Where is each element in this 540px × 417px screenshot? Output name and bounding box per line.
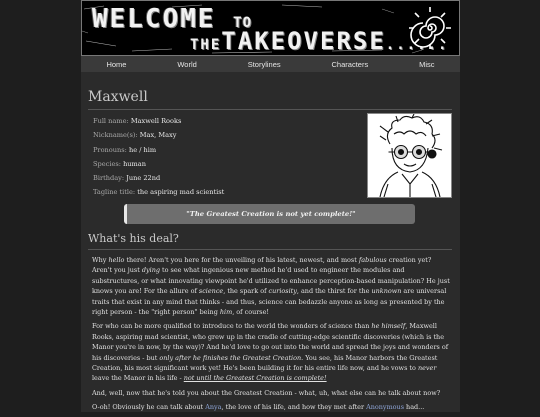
section-title: What's his deal? [88, 232, 179, 245]
text: , of course! [232, 308, 269, 317]
info-label: Full name: [93, 117, 129, 125]
nav-misc[interactable]: Misc [419, 59, 435, 69]
text: creation yet? Aren't you just [92, 256, 432, 275]
text: to see what ingenious new method he'd used to engineer the modules and substructures, or what innovating viewpoint he'd utilized to enhance perception-based manipulation? He just knows you are! For the allure of [92, 266, 450, 296]
text: , Maxwell Rooks, aspiring mad scientist, who grew up in the cradle of cutting-edge scientific discoveries (which is the Manor you're in now, by the way)? And he'd love to go out into the world and spread the joys and wonders of his discoveries - but [92, 322, 449, 362]
text: , the love of his life, and how they met after [221, 403, 367, 412]
info-row-tagline [93, 185, 363, 199]
info-value: he / him [128, 145, 157, 154]
banner-title-welcome: WELCOME [92, 4, 216, 34]
info-row-full-name [93, 114, 363, 128]
link-anya[interactable]: Anya [205, 403, 222, 412]
link-anonymous[interactable]: Anonymous [366, 403, 404, 412]
spiral-icon [407, 5, 453, 51]
text: , and the thirst for the [296, 287, 372, 296]
info-value: human [123, 159, 146, 168]
maxwell-drawing [368, 114, 451, 197]
info-row-pronouns [93, 143, 363, 157]
nav-world[interactable]: World [177, 59, 197, 69]
text-emphasis: science [198, 287, 224, 296]
text-emphasis: curiosity [268, 287, 297, 296]
character-portrait [367, 113, 452, 198]
text: leave the Manor in his life - [92, 374, 184, 383]
text-emphasis: hello [108, 256, 125, 264]
info-value: the aspiring mad scientist [137, 188, 225, 197]
nav-characters[interactable]: Characters [331, 59, 369, 69]
paragraph-3: And, well, now that he's told you about the Greatest Creation - what, uh, what else can he talk about now? [92, 388, 441, 397]
text: Why [92, 256, 109, 264]
nav-storylines[interactable]: Storylines [247, 59, 281, 69]
main-nav [81, 56, 460, 72]
page-title: Maxwell [88, 89, 148, 105]
title-divider [88, 109, 452, 110]
text-emphasis: him [219, 308, 233, 317]
character-quote: "The Greatest Creation is not yet complete!" [124, 204, 415, 224]
text: For who can be more qualified to introduce to the world the wonders of science than [92, 322, 372, 331]
info-value: June 22nd [126, 174, 161, 183]
paragraph-4 [92, 402, 450, 412]
text: are universal traits that exist in any mind that thinks - and thus, science can bedazzle anyone as long as presented by the right person - the "right person" being [92, 287, 447, 317]
text: O-oh! Obviously he can talk about [92, 403, 206, 412]
info-label: Pronouns: [93, 145, 127, 154]
banner-title-the: THE [190, 37, 222, 53]
info-value: Maxwell Rooks [130, 117, 182, 125]
character-description [92, 255, 450, 417]
text: , the spark of [223, 287, 269, 296]
banner-title-takeoverse: TAKEOVERSE [221, 27, 386, 55]
text-emphasis: fabulous [358, 256, 387, 264]
text-emphasis: not until the Greatest Creation is complete! [183, 374, 327, 383]
character-info [93, 114, 363, 200]
site-banner[interactable] [81, 0, 460, 56]
info-label: Birthday: [93, 174, 125, 183]
info-label: Nickname(s): [93, 131, 138, 140]
section-divider [88, 249, 452, 250]
text-emphasis: unknown [371, 287, 402, 296]
info-row-nicknames [93, 128, 363, 142]
banner-title-dots: ...... [385, 37, 449, 53]
content-panel [81, 72, 460, 412]
info-row-birthday [93, 171, 363, 185]
paragraph-1 [92, 255, 450, 317]
info-row-species [93, 157, 363, 171]
text-emphasis: he himself [371, 322, 406, 331]
text: . You see, his Manor harbors the Greatest Creation, his most significant work yet! He's been building it for his entire life now, and he vows to [92, 353, 438, 373]
text: there! Aren't you here for the unveiling of his latest, newest, and most [124, 256, 359, 264]
info-label: Tagline title: [93, 188, 136, 197]
text-emphasis: never [417, 364, 437, 373]
paragraph-2 [92, 321, 450, 383]
banner-title-to: TO [233, 15, 253, 31]
nav-home[interactable]: Home [106, 59, 127, 69]
text-emphasis: dying [141, 266, 160, 275]
info-label: Species: [93, 159, 121, 168]
text-emphasis: only after he finishes the Greatest Creation [159, 353, 302, 362]
info-value: Max, Maxy [139, 131, 177, 140]
text: had... [404, 403, 425, 412]
